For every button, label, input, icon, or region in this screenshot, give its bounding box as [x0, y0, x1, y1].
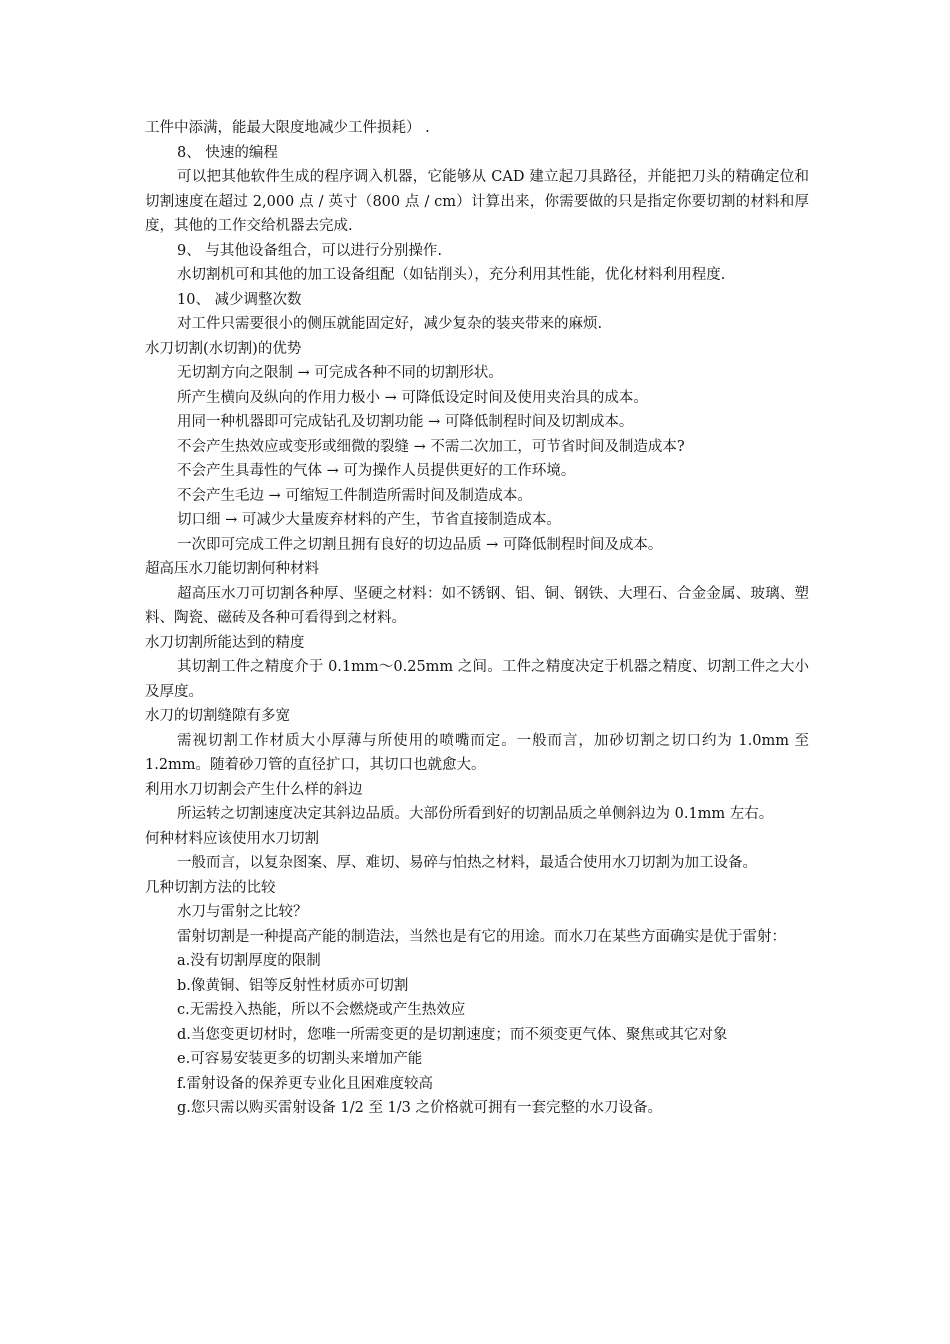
text-line: 水刀的切割缝隙有多宽 — [145, 708, 290, 724]
text-line: 切口细 → 可减少大量废弃材料的产生，节省直接制造成本。 — [177, 512, 561, 528]
text-line: f.雷射设备的保养更专业化且困难度较高 — [177, 1075, 433, 1092]
text-line: 不会产生毛边 → 可缩短工件制造所需时间及制造成本。 — [177, 487, 532, 504]
text-line: 利用水刀切割会产生什么样的斜边 — [145, 781, 363, 798]
text-line: 水刀切割(水切割)的优势 — [145, 340, 302, 357]
text-line: 无切割方向之限制 → 可完成各种不同的切割形状。 — [177, 365, 503, 381]
text-line: 水刀与雷射之比较？ — [177, 904, 308, 920]
text-line: b.像黄铜、铝等反射性材质亦可切割 — [177, 977, 409, 994]
paragraph: 超高压水刀可切割各种厚、坚硬之材料：如不锈钢、铝、铜、钢铁、大理石、合金金属、玻璃、塑料、陶瓷、磁砖及各种可看得到之材料。 — [145, 585, 809, 626]
text-line: 10、 减少调整次数 — [177, 291, 302, 308]
paragraph: 所运转之切割速度决定其斜边品质。大部份所看到好的切割品质之单侧斜边为 0.1mm 左右。 — [177, 806, 774, 822]
text-line: 不会产生具毒性的气体 → 可为操作人员提供更好的工作环境。 — [177, 463, 576, 479]
document-page — [145, 116, 809, 1121]
paragraph: 一般而言，以复杂图案、厚、难切、易碎与怕热之材料，最适合使用水刀切割为加工设备。 — [177, 855, 757, 871]
paragraph: 其切割工件之精度介于 0.1mm～0.25mm 之间。工件之精度决定于机器之精度、切割工件之大小及厚度。 — [145, 659, 809, 700]
text-line: 超高压水刀能切割何种材料 — [145, 561, 319, 577]
paragraph: 可以把其他软件生成的程序调入机器，它能够从 CAD 建立起刀具路径，并能把刀头的精确定位和切割速度在超过 2,000 点 / 英寸（800 点 / cm）计算出来，你需要做的只是指定你要切割的材料和厚度，其他的工作交给机器去完成. — [145, 169, 809, 234]
text-line: a.没有切割厚度的限制 — [177, 953, 321, 969]
text-line: d.当您变更切材时，您唯一所需变更的是切割速度；而不须变更气体、聚焦或其它对象 — [177, 1026, 728, 1043]
text-line: g.您只需以购买雷射设备 1/2 至 1/3 之价格就可拥有一套完整的水刀设备。 — [177, 1100, 662, 1116]
text-line: 一次即可完成工件之切割且拥有良好的切边品质 → 可降低制程时间及成本。 — [177, 536, 663, 553]
text-line: 8、 快速的编程 — [177, 144, 278, 161]
text-line: 9、 与其他设备组合，可以进行分别操作. — [177, 242, 442, 259]
paragraph: 雷射切割是一种提高产能的制造法，当然也是有它的用途。而水刀在某些方面确实是优于雷射： — [177, 928, 786, 945]
text-line: 对工件只需要很小的侧压就能固定好，减少复杂的装夹带来的麻烦. — [177, 316, 603, 332]
text-line: 何种材料应该使用水刀切割 — [145, 830, 319, 847]
text-line: 所产生横向及纵向的作用力极小 → 可降低设定时间及使用夹治具的成本。 — [177, 389, 648, 406]
text-line: 不会产生热效应或变形或细微的裂缝 → 不需二次加工，可节省时间及制造成本? — [177, 438, 685, 455]
text-line: 用同一种机器即可完成钻孔及切割功能 → 可降低制程时间及切割成本。 — [177, 414, 634, 430]
text-line: 水刀切割所能达到的精度 — [145, 634, 305, 651]
text-line: c.无需投入热能，所以不会燃烧或产生热效应 — [177, 1002, 466, 1018]
paragraph: 需视切割工作材质大小厚薄与所使用的喷嘴而定。一般而言，加砂切割之切口约为 1.0mm 至 1.2mm。随着砂刀管的直径扩口，其切口也就愈大。 — [145, 732, 809, 773]
text-line: 工件中添满，能最大限度地减少工件损耗） . — [145, 120, 430, 136]
text-line: e.可容易安装更多的切割头来增加产能 — [177, 1051, 423, 1067]
text-line: 几种切割方法的比较 — [145, 879, 276, 896]
text-line: 水切割机可和其他的加工设备组配（如钻削头），充分利用其性能，优化材料利用程度. — [177, 267, 726, 283]
